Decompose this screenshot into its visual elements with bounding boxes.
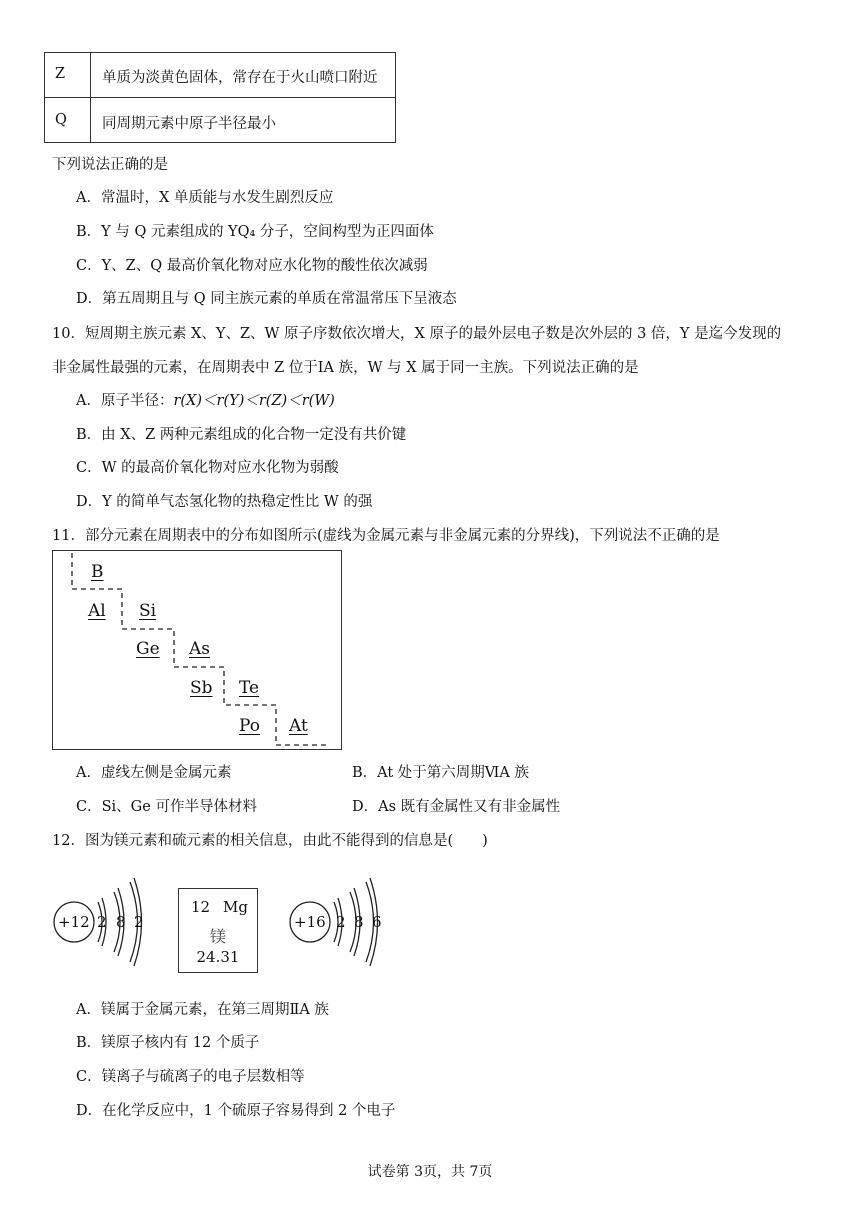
mg-shell-1-electrons: 2 [97, 913, 107, 931]
atomic-mass: 24.31 [196, 948, 240, 966]
q10-option-a-body: r(X)＜r(Y)＜r(Z)＜r(W) [173, 393, 335, 409]
table-divider [45, 97, 395, 98]
element-si: Si [139, 601, 157, 621]
q11-option-a: A．虚线左侧是金属元素 [76, 765, 232, 781]
page-footer: 试卷第 3页，共 7页 [367, 1164, 493, 1180]
q9-option-c: C．Y、Z、Q 最高价氧化物对应水化物的酸性依次减弱 [76, 258, 428, 274]
element-ge: Ge [136, 639, 160, 659]
q12-option-a: A．镁属于金属元素，在第三周期ⅡA 族 [76, 1002, 329, 1018]
mg-shell-2-electrons: 8 [116, 913, 126, 931]
q9-option-b: B．Y 与 Q 元素组成的 YQ₄ 分子，空间构型为正四面体 [76, 224, 434, 240]
periodic-boundary-diagram [52, 550, 342, 750]
mg-atom-diagram [50, 872, 150, 972]
table-row-label: Q [55, 112, 67, 128]
q11-option-d: D．As 既有金属性又有非金属性 [352, 799, 561, 815]
s-shell-2-electrons: 8 [354, 913, 364, 931]
element-te: Te [239, 678, 260, 698]
q12-option-b: B．镁原子核内有 12 个质子 [76, 1035, 260, 1051]
q12-option-d: D．在化学反应中，1 个硫原子容易得到 2 个电子 [76, 1103, 396, 1119]
q10-option-c: C．W 的最高价氧化物对应水化物为弱酸 [76, 460, 339, 476]
q9-stem: 下列说法正确的是 [52, 157, 168, 173]
element-at: At [289, 716, 308, 736]
element-name: 镁 [209, 927, 226, 946]
element-sb: Sb [190, 678, 213, 698]
q12-stem: 12．图为镁元素和硫元素的相关信息，由此不能得到的信息是( ) [52, 833, 488, 849]
q12-option-c: C．镁离子与硫离子的电子层数相等 [76, 1069, 305, 1085]
magnesium-element-card [178, 888, 258, 973]
q11-stem: 11．部分元素在周期表中的分布如图所示(虚线为金属元素与非金属元素的分界线)，下列说法不正确的是 [52, 528, 720, 544]
element-symbol: Mg [223, 898, 248, 916]
element-po: Po [239, 716, 260, 736]
element-as: As [189, 639, 211, 659]
mg-nucleus-charge: +12 [58, 913, 90, 931]
q11-option-b: B．At 处于第六周期ⅥA 族 [352, 765, 529, 781]
table-row-text: 单质为淡黄色固体，常存在于火山喷口附近 [102, 70, 378, 86]
s-shell-3-electrons: 6 [372, 913, 382, 931]
q11-option-c: C．Si、Ge 可作半导体材料 [76, 799, 257, 815]
s-nucleus-charge: +16 [294, 913, 326, 931]
q10-stem-line2: 非金属性最强的元素，在周期表中 Z 位于ⅠA 族，W 与 X 属于同一主族。下列说法正确的是 [52, 360, 639, 376]
element-info-table [44, 52, 396, 143]
mg-shell-3-electrons: 2 [134, 913, 144, 931]
s-shell-1-electrons: 2 [336, 913, 346, 931]
q10-option-a-prefix: A．原子半径： [76, 393, 174, 409]
element-b: B [91, 562, 104, 582]
q10-option-d: D．Y 的简单气态氢化物的热稳定性比 W 的强 [76, 494, 373, 510]
table-divider [90, 53, 91, 142]
s-atom-diagram [286, 872, 386, 972]
element-al: Al [88, 601, 106, 621]
q10-stem-line1: 10．短周期主族元素 X、Y、Z、W 原子序数依次增大，X 原子的最外层电子数是次外层的 3 倍，Y 是迄今发现的 [52, 326, 782, 342]
q9-option-a: A．常温时，X 单质能与水发生剧烈反应 [76, 190, 334, 206]
q9-option-d: D．第五周期且与 Q 同主族元素的单质在常温常压下呈液态 [76, 291, 457, 307]
q10-option-a [76, 389, 335, 410]
atomic-number: 12 [191, 898, 211, 916]
table-row-text: 同周期元素中原子半径最小 [102, 116, 276, 132]
table-row-label: Z [55, 66, 66, 82]
q10-option-b: B．由 X、Z 两种元素组成的化合物一定没有共价键 [76, 427, 407, 443]
